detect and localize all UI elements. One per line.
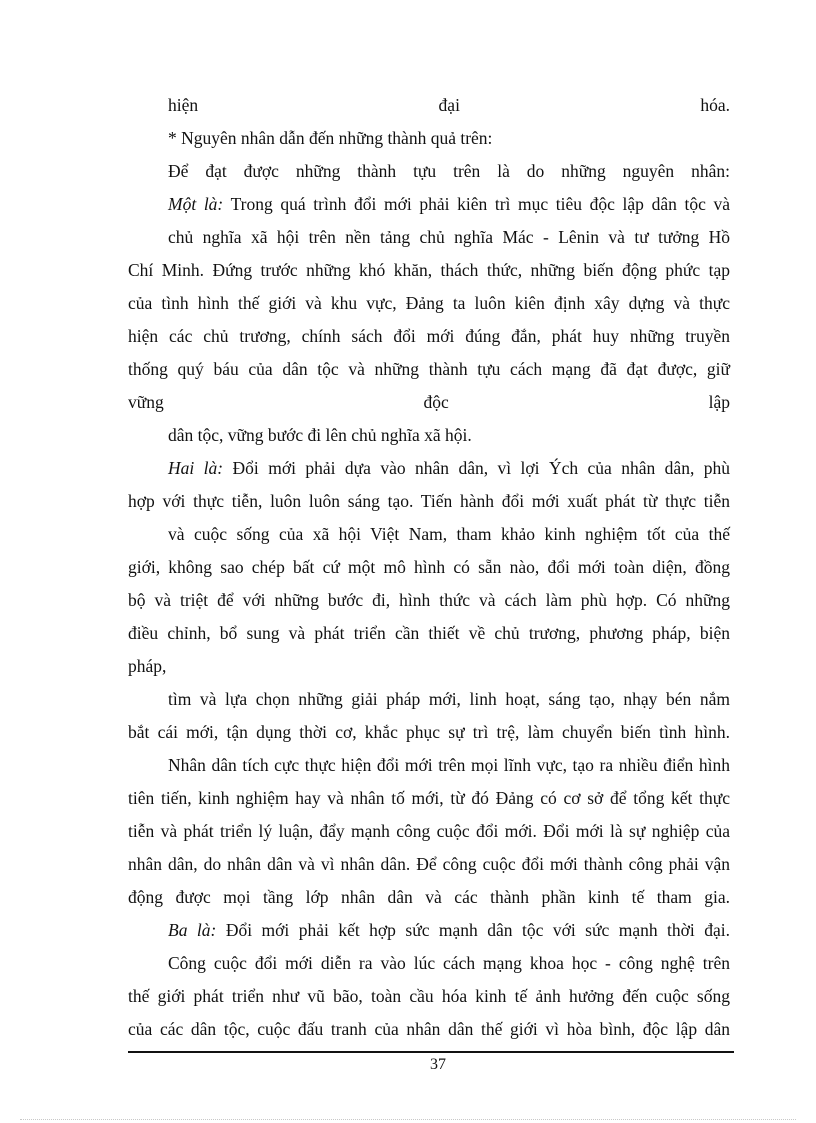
text-line: thống quý báu của dân tộc và những thành tựu cách mạng đã đạt được, giữ bbox=[128, 359, 730, 379]
text-line: Chí Minh. Đứng trước những khó khăn, thách thức, những biến động phức tạp bbox=[128, 260, 730, 280]
point-label: Một là: bbox=[168, 194, 224, 214]
text-line: và cuộc sống của xã hội Việt Nam, tham khảo kinh nghiệm tốt của thế bbox=[168, 524, 730, 544]
paragraph-one-start: Một là: Trong quá trình đổi mới phải kiên trì mục tiêu độc lập dân tộc và bbox=[168, 194, 730, 214]
text-line: động được mọi tầng lớp nhân dân và các thành phần kinh tế tham gia. bbox=[128, 887, 730, 907]
text-line: hiện đại hóa. bbox=[168, 95, 730, 115]
text-line: hiện các chủ trương, chính sách đổi mới đúng đắn, phát huy những truyền bbox=[128, 326, 730, 346]
paragraph-two-start: Hai là: Đổi mới phải dựa vào nhân dân, vì lợi Ých của nhân dân, phù bbox=[168, 458, 730, 478]
text-line: Công cuộc đổi mới diễn ra vào lúc cách mạng khoa học - công nghệ trên bbox=[168, 953, 730, 973]
text-line: Nhân dân tích cực thực hiện đổi mới trên mọi lĩnh vực, tạo ra nhiều điển hình bbox=[168, 755, 730, 775]
text-line: điều chỉnh, bổ sung và phát triển cần thiết về chủ trương, phương pháp, biện bbox=[128, 623, 730, 643]
text-line: tìm và lựa chọn những giải pháp mới, linh hoạt, sáng tạo, nhạy bén nắm bbox=[168, 689, 730, 709]
text-line: bộ và triệt để với những bước đi, hình thức và cách làm phù hợp. Có những bbox=[128, 590, 730, 610]
text-line: bắt cái mới, tận dụng thời cơ, khắc phục sự trì trệ, làm chuyển biến tình hình. bbox=[128, 722, 730, 742]
text-line: Để đạt được những thành tựu trên là do những nguyên nhân: bbox=[168, 161, 730, 181]
point-label: Hai là: bbox=[168, 458, 224, 478]
text-line: hợp với thực tiễn, luôn luôn sáng tạo. Tiến hành đổi mới xuất phát từ thực tiễn bbox=[128, 491, 730, 511]
section-heading: * Nguyên nhân dẫn đến những thành quả trên: bbox=[168, 128, 493, 148]
text-line: dân tộc, vững bước đi lên chủ nghĩa xã hội. bbox=[168, 425, 472, 445]
text-line: của các dân tộc, cuộc đấu tranh của nhân dân thế giới vì hòa bình, độc lập dân bbox=[128, 1019, 730, 1039]
point-label: Ba là: bbox=[168, 920, 217, 940]
text-line: pháp, bbox=[128, 656, 167, 676]
text-line: của tình hình thế giới và khu vực, Đảng ta luôn kiên định xây dựng và thực bbox=[128, 293, 730, 313]
paragraph-three-start: Ba là: Đổi mới phải kết hợp sức mạnh dân tộc với sức mạnh thời đại. bbox=[168, 920, 731, 940]
page-number: 37 bbox=[430, 1056, 446, 1073]
text-line: nhân dân, do nhân dân và vì nhân dân. Để công cuộc đổi mới thành công phải vận bbox=[128, 854, 730, 874]
text-line: tiên tiến, kinh nghiệm hay và nhân tố mới, từ đó Đảng có cơ sở để tổng kết thực bbox=[128, 788, 730, 808]
text-line: chủ nghĩa xã hội trên nền tảng chủ nghĩa Mác - Lênin và tư tưởng Hồ bbox=[168, 227, 730, 247]
page-edge-divider bbox=[20, 1119, 796, 1120]
text-line: thế giới phát triển như vũ bão, toàn cầu hóa kinh tế ảnh hưởng đến cuộc sống bbox=[128, 986, 730, 1006]
text-line: giới, không sao chép bất cứ một mô hình có sẵn nào, đổi mới toàn diện, đồng bbox=[128, 557, 730, 577]
footer-rule bbox=[128, 1051, 734, 1053]
text-line: vững độc lập bbox=[128, 392, 730, 412]
text-line: tiễn và phát triển lý luận, đẩy mạnh công cuộc đổi mới. Đổi mới là sự nghiệp của bbox=[128, 821, 730, 841]
